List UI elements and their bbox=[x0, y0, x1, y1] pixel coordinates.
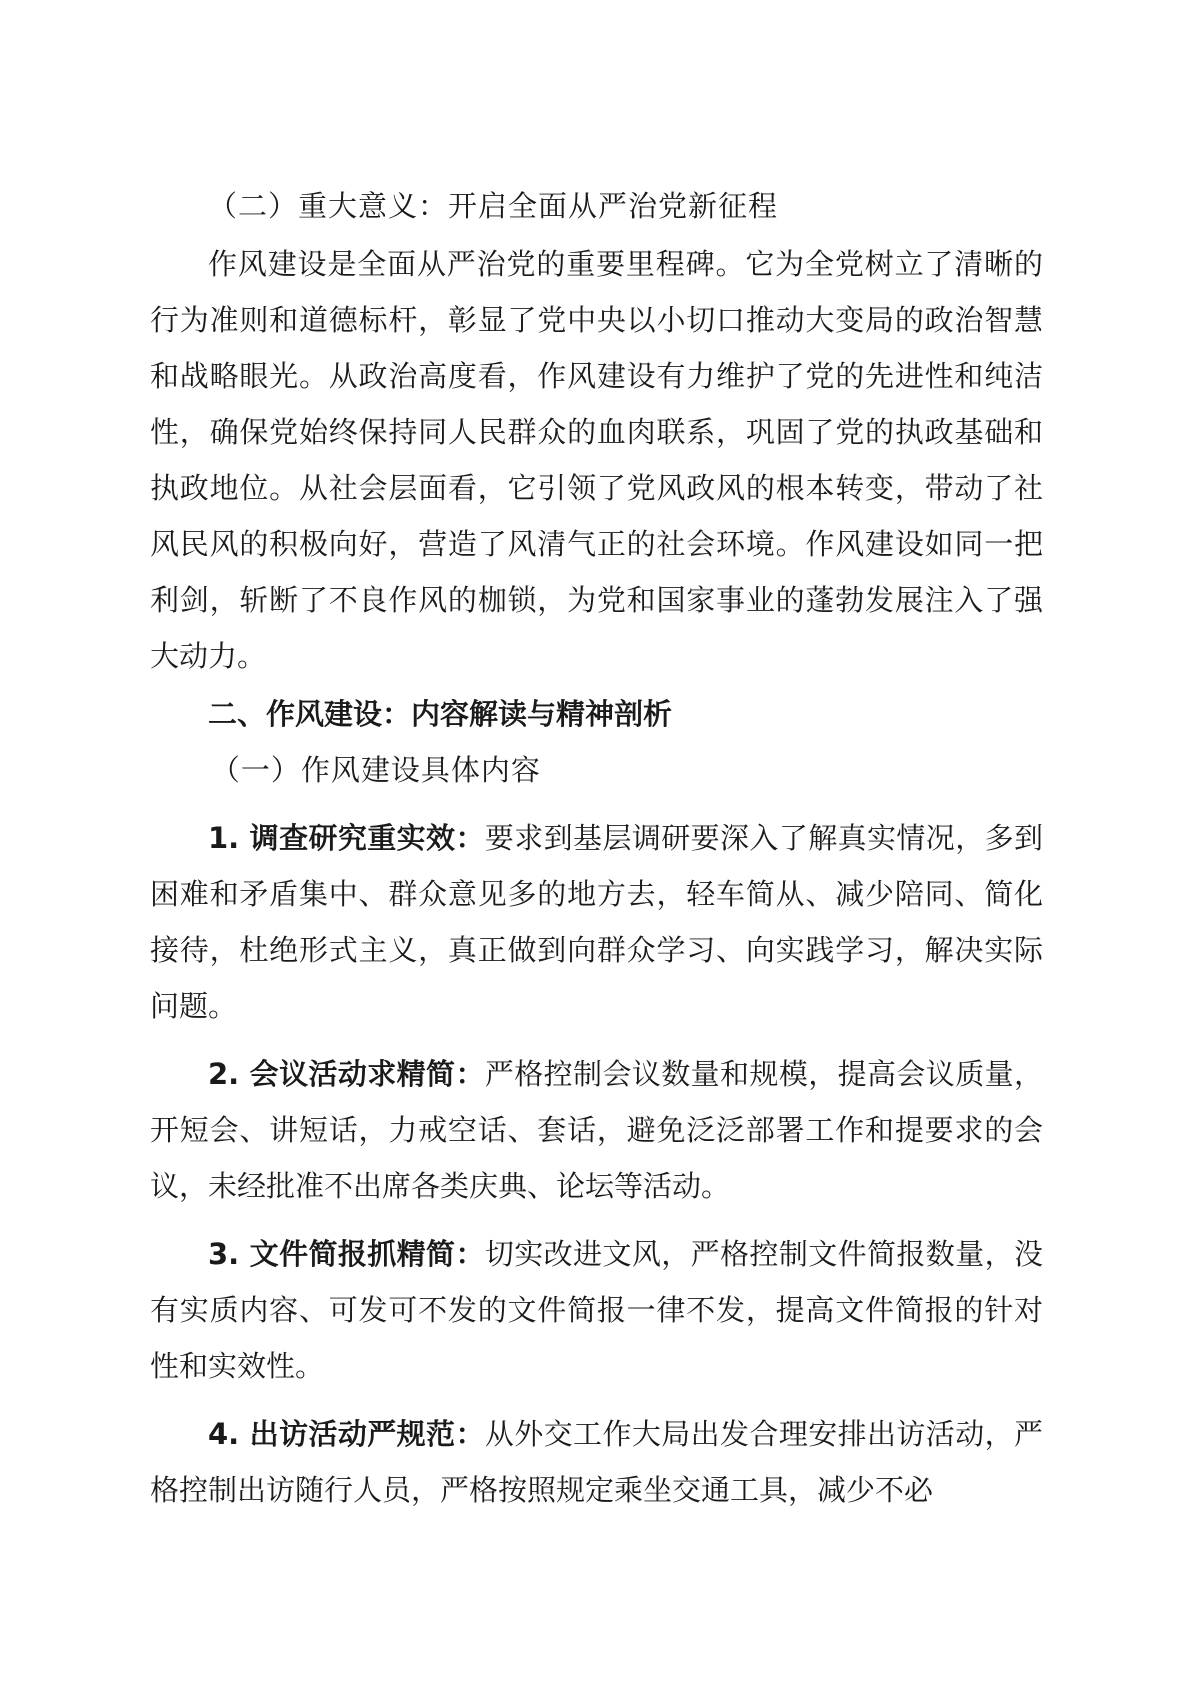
section-2-2-paragraph: 作风建设是全面从严治党的重要里程碑。它为全党树立了清晰的行为准则和道德标杆，彰显了党中央以小切口推动大变局的政治智慧和战略眼光。从政治高度看，作风建设有力维护了党的先进性和纯洁性，确保党始终保持同人民群众的血肉联系，巩固了党的执政基础和执政地位。从社会层面看，它引领了党风政风的根本转变，带动了社风民风的积极向好，营造了风清气正的社会环境。作风建设如同一把利剑，斩断了不良作风的枷锁，为党和国家事业的蓬勃发展注入了强大动力。 bbox=[150, 247, 1043, 673]
section-2-1-heading: （一）作风建设具体内容 bbox=[210, 753, 541, 787]
content-item-4-title: 4. 出访活动严规范： bbox=[208, 1417, 485, 1451]
section-2-2-heading: （二）重大意义：开启全面从严治党新征程 bbox=[208, 189, 779, 223]
content-item-2-title: 2. 会议活动求精简： bbox=[208, 1057, 485, 1091]
content-item-1-text: 要求到基层调研要深入了解真实情况，多到困难和矛盾集中、群众意见多的地方去，轻车简从、减少陪同、简化接待，杜绝形式主义，真正做到向群众学习、向实践学习，解决实际问题。 bbox=[150, 821, 1043, 1023]
content-item-3-text: 切实改进文风，严格控制文件简报数量，没有实质内容、可发可不发的文件简报一律不发，提高文件简报的针对性和实效性。 bbox=[150, 1237, 1043, 1383]
section-2-heading: 二、作风建设：内容解读与精神剖析 bbox=[208, 697, 673, 731]
content-item-1-title: 1. 调查研究重实效： bbox=[208, 821, 485, 855]
content-item-4-text: 从外交工作大局出发合理安排出访活动，严格控制出访随行人员，严格按照规定乘坐交通工具，减少不必 bbox=[150, 1417, 1043, 1507]
content-item-1 bbox=[150, 810, 1043, 1034]
document-page bbox=[150, 178, 1043, 1518]
content-item-3 bbox=[150, 1226, 1043, 1394]
content-item-3-title: 3. 文件简报抓精简： bbox=[208, 1237, 485, 1271]
content-item-4 bbox=[150, 1406, 1043, 1518]
content-item-2 bbox=[150, 1046, 1043, 1214]
content-item-2-text: 严格控制会议数量和规模，提高会议质量，开短会、讲短话，力戒空话、套话，避免泛泛部署工作和提要求的会议，未经批准不出席各类庆典、论坛等活动。 bbox=[150, 1057, 1043, 1203]
